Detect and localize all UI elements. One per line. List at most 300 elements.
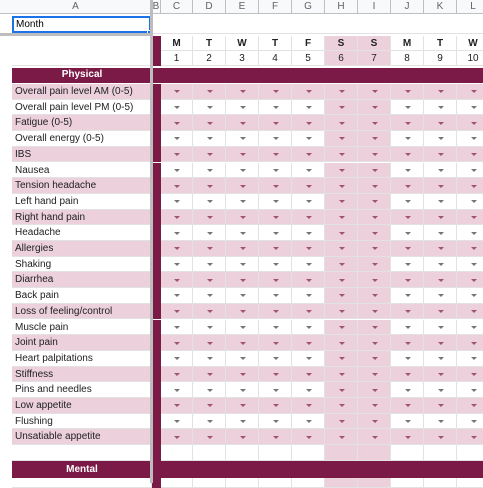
dropdown-cell[interactable] [391,272,424,288]
dropdown-cell[interactable] [193,335,226,351]
dropdown-cell[interactable] [424,178,457,194]
dropdown-cell[interactable] [193,225,226,241]
dropdown-cell[interactable] [325,304,358,320]
chevron-down-icon [207,153,213,156]
dropdown-cell[interactable] [226,272,259,288]
chevron-down-icon [273,373,279,376]
dropdown-cell[interactable] [391,257,424,273]
dropdown-cell[interactable] [292,414,325,430]
dropdown-cell[interactable] [325,351,358,367]
dropdown-cell[interactable] [161,288,193,304]
dropdown-cell[interactable] [325,84,358,100]
dropdown-cell[interactable] [358,100,391,116]
dropdown-cell[interactable] [292,194,325,210]
dropdown-cell[interactable] [292,335,325,351]
day-of-week-2: T [193,36,226,51]
dropdown-cell[interactable] [457,367,483,383]
dropdown-cell[interactable] [292,115,325,131]
dropdown-cell[interactable] [226,367,259,383]
column-header-a[interactable]: A [0,0,152,14]
dropdown-cell[interactable] [457,398,483,414]
symptom-label: Muscle pain [12,320,152,336]
dropdown-cell[interactable] [259,414,292,430]
dropdown-cell[interactable] [226,429,259,445]
dropdown-cell[interactable] [292,351,325,367]
dropdown-cell[interactable] [259,429,292,445]
dropdown-cell[interactable] [193,398,226,414]
dropdown-cell[interactable] [292,257,325,273]
dropdown-cell[interactable] [259,257,292,273]
dropdown-cell[interactable] [457,163,483,179]
column-header-g[interactable]: G [292,0,325,14]
frozen-column-divider[interactable] [150,0,153,483]
column-header-l[interactable]: L [457,0,483,14]
dropdown-cell[interactable] [457,225,483,241]
dropdown-cell[interactable] [391,351,424,367]
dropdown-cell[interactable] [259,178,292,194]
dropdown-cell[interactable] [161,163,193,179]
dropdown-cell[interactable] [457,100,483,116]
dropdown-cell[interactable] [161,414,193,430]
column-header-h[interactable]: H [325,0,358,14]
column-header-f[interactable]: F [259,0,292,14]
dropdown-cell[interactable] [259,351,292,367]
dropdown-cell[interactable] [292,272,325,288]
dropdown-cell[interactable] [457,429,483,445]
chevron-down-icon [405,137,411,140]
frozen-row-divider[interactable] [0,33,152,36]
dropdown-cell[interactable] [226,225,259,241]
column-header-k[interactable]: K [424,0,457,14]
dropdown-cell[interactable] [325,414,358,430]
dropdown-cell[interactable] [358,335,391,351]
chevron-down-icon [240,342,246,345]
column-header-d[interactable]: D [193,0,226,14]
dropdown-cell[interactable] [161,335,193,351]
dropdown-cell[interactable] [325,100,358,116]
dropdown-cell[interactable] [226,163,259,179]
dropdown-cell[interactable] [457,131,483,147]
dropdown-cell[interactable] [424,257,457,273]
dropdown-cell[interactable] [325,335,358,351]
dropdown-cell[interactable] [259,115,292,131]
dropdown-cell[interactable] [424,382,457,398]
dropdown-cell[interactable] [161,178,193,194]
dropdown-cell[interactable] [457,382,483,398]
chevron-down-icon [372,216,378,219]
dropdown-cell[interactable] [457,414,483,430]
dropdown-cell[interactable] [193,288,226,304]
dropdown-cell[interactable] [391,84,424,100]
chevron-down-icon [240,294,246,297]
dropdown-cell[interactable] [325,147,358,163]
month-cell-selected[interactable]: Month [12,16,151,33]
dropdown-cell[interactable] [424,84,457,100]
dropdown-cell[interactable] [457,115,483,131]
dropdown-cell[interactable] [391,320,424,336]
dropdown-cell[interactable] [457,178,483,194]
chevron-down-icon [207,436,213,439]
chevron-down-icon [306,106,312,109]
chevron-down-icon [372,279,378,282]
dropdown-cell[interactable] [358,194,391,210]
dropdown-cell[interactable] [424,335,457,351]
dropdown-cell[interactable] [161,304,193,320]
dropdown-cell[interactable] [259,84,292,100]
dropdown-cell[interactable] [259,210,292,226]
dropdown-cell[interactable] [358,304,391,320]
dropdown-cell[interactable] [226,194,259,210]
chevron-down-icon [405,389,411,392]
dropdown-cell[interactable] [259,367,292,383]
dropdown-cell[interactable] [358,288,391,304]
dropdown-cell[interactable] [193,272,226,288]
dropdown-cell[interactable] [292,147,325,163]
dropdown-cell[interactable] [358,131,391,147]
dropdown-cell[interactable] [358,210,391,226]
chevron-down-icon [240,122,246,125]
dropdown-cell[interactable] [391,194,424,210]
dropdown-cell[interactable] [226,382,259,398]
dropdown-cell[interactable] [161,147,193,163]
dropdown-cell[interactable] [424,398,457,414]
dropdown-cell[interactable] [358,163,391,179]
chevron-down-icon [405,263,411,266]
dropdown-cell[interactable] [193,257,226,273]
dropdown-cell[interactable] [193,84,226,100]
dropdown-cell[interactable] [259,398,292,414]
dropdown-cell[interactable] [193,194,226,210]
dropdown-cell[interactable] [193,131,226,147]
dropdown-cell[interactable] [193,100,226,116]
chevron-down-icon [174,106,180,109]
column-header-b[interactable]: B [152,1,160,12]
dropdown-cell[interactable] [193,367,226,383]
dropdown-cell[interactable] [292,241,325,257]
dropdown-cell[interactable] [457,272,483,288]
dropdown-cell[interactable] [226,320,259,336]
dropdown-cell[interactable] [424,147,457,163]
symptom-label: Shaking [12,257,152,273]
dropdown-cell[interactable] [358,320,391,336]
dropdown-cell[interactable] [358,367,391,383]
column-b-divider [152,210,161,226]
dropdown-cell[interactable] [226,241,259,257]
dropdown-cell[interactable] [457,84,483,100]
dropdown-cell[interactable] [161,382,193,398]
dropdown-cell[interactable] [424,210,457,226]
dropdown-cell[interactable] [325,429,358,445]
chevron-down-icon [405,404,411,407]
chevron-down-icon [207,200,213,203]
dropdown-cell[interactable] [424,241,457,257]
dropdown-cell[interactable] [226,115,259,131]
dropdown-cell[interactable] [226,131,259,147]
dropdown-cell[interactable] [292,225,325,241]
dropdown-cell[interactable] [391,429,424,445]
day-number-9: 9 [424,51,457,66]
chevron-down-icon [339,263,345,266]
dropdown-cell[interactable] [424,351,457,367]
chevron-down-icon [339,389,345,392]
dropdown-cell[interactable] [457,257,483,273]
dropdown-cell[interactable] [424,131,457,147]
chevron-down-icon [174,404,180,407]
blank-cell [259,445,292,461]
dropdown-cell[interactable] [259,335,292,351]
dropdown-cell[interactable] [292,131,325,147]
stub-cell [391,478,424,488]
chevron-down-icon [207,216,213,219]
dropdown-cell[interactable] [259,320,292,336]
dropdown-cell[interactable] [391,225,424,241]
dropdown-cell[interactable] [391,115,424,131]
dropdown-cell[interactable] [292,429,325,445]
dropdown-cell[interactable] [161,225,193,241]
dropdown-cell[interactable] [259,382,292,398]
dropdown-cell[interactable] [161,351,193,367]
dropdown-cell[interactable] [193,115,226,131]
dropdown-cell[interactable] [358,429,391,445]
dropdown-cell[interactable] [358,414,391,430]
dropdown-cell[interactable] [457,335,483,351]
dropdown-cell[interactable] [391,398,424,414]
chevron-down-icon [372,185,378,188]
dropdown-cell[interactable] [226,84,259,100]
dropdown-cell[interactable] [424,194,457,210]
column-header-e[interactable]: E [226,0,259,14]
dropdown-cell[interactable] [226,304,259,320]
dropdown-cell[interactable] [424,115,457,131]
column-header-i[interactable]: I [358,0,391,14]
dropdown-cell[interactable] [424,304,457,320]
dropdown-cell[interactable] [325,241,358,257]
dropdown-cell[interactable] [457,147,483,163]
chevron-down-icon [240,106,246,109]
dropdown-cell[interactable] [391,210,424,226]
dropdown-cell[interactable] [161,241,193,257]
dropdown-cell[interactable] [161,210,193,226]
chevron-down-icon [438,90,444,93]
chevron-down-icon [339,106,345,109]
dropdown-cell[interactable] [193,304,226,320]
dropdown-cell[interactable] [259,288,292,304]
dropdown-cell[interactable] [161,429,193,445]
chevron-down-icon [339,153,345,156]
dropdown-cell[interactable] [358,225,391,241]
dropdown-cell[interactable] [325,367,358,383]
dropdown-cell[interactable] [161,115,193,131]
dropdown-cell[interactable] [161,100,193,116]
chevron-down-icon [174,420,180,423]
chevron-down-icon [207,310,213,313]
dropdown-cell[interactable] [259,304,292,320]
dropdown-cell[interactable] [259,225,292,241]
dropdown-cell[interactable] [457,320,483,336]
dropdown-cell[interactable] [161,84,193,100]
chevron-down-icon [438,279,444,282]
dropdown-cell[interactable] [292,178,325,194]
dropdown-cell[interactable] [358,178,391,194]
dropdown-cell[interactable] [325,288,358,304]
dropdown-cell[interactable] [424,288,457,304]
dropdown-cell[interactable] [259,241,292,257]
dropdown-cell[interactable] [424,414,457,430]
dropdown-cell[interactable] [161,131,193,147]
dropdown-cell[interactable] [161,367,193,383]
dropdown-cell[interactable] [226,414,259,430]
dropdown-cell[interactable] [292,382,325,398]
dropdown-cell[interactable] [391,100,424,116]
dropdown-cell[interactable] [161,272,193,288]
chevron-down-icon [240,247,246,250]
dropdown-cell[interactable] [457,288,483,304]
dropdown-cell[interactable] [292,398,325,414]
dropdown-cell[interactable] [325,320,358,336]
day-of-week-8: M [391,36,424,51]
dropdown-cell[interactable] [193,163,226,179]
dropdown-cell[interactable] [226,288,259,304]
column-b-divider [152,147,161,163]
dropdown-cell[interactable] [193,382,226,398]
dropdown-cell[interactable] [193,429,226,445]
dropdown-cell[interactable] [325,272,358,288]
dropdown-cell[interactable] [193,210,226,226]
dropdown-cell[interactable] [292,367,325,383]
dropdown-cell[interactable] [193,320,226,336]
dropdown-cell[interactable] [325,225,358,241]
dropdown-cell[interactable] [259,272,292,288]
dropdown-cell[interactable] [226,147,259,163]
dropdown-cell[interactable] [391,163,424,179]
dropdown-cell[interactable] [424,429,457,445]
dropdown-cell[interactable] [424,272,457,288]
column-b-divider [152,445,161,461]
dropdown-cell[interactable] [325,194,358,210]
chevron-down-icon [306,310,312,313]
dropdown-cell[interactable] [226,210,259,226]
column-header-j[interactable]: J [391,0,424,14]
column-header-c[interactable]: C [161,0,193,14]
dropdown-cell[interactable] [325,115,358,131]
chevron-down-icon [372,263,378,266]
chevron-down-icon [240,420,246,423]
dropdown-cell[interactable] [358,257,391,273]
dropdown-cell[interactable] [193,414,226,430]
dropdown-cell[interactable] [457,194,483,210]
dropdown-cell[interactable] [391,335,424,351]
symptom-label: Allergies [12,241,152,257]
chevron-down-icon [174,389,180,392]
dropdown-cell[interactable] [193,178,226,194]
dropdown-cell[interactable] [457,351,483,367]
dropdown-cell[interactable] [325,398,358,414]
dropdown-cell[interactable] [226,398,259,414]
dropdown-cell[interactable] [358,84,391,100]
dropdown-cell[interactable] [391,304,424,320]
dropdown-cell[interactable] [226,351,259,367]
dropdown-cell[interactable] [424,225,457,241]
chevron-down-icon [174,247,180,250]
dropdown-cell[interactable] [292,100,325,116]
dropdown-cell[interactable] [457,304,483,320]
chevron-down-icon [372,373,378,376]
dropdown-cell[interactable] [226,257,259,273]
dropdown-cell[interactable] [193,147,226,163]
dropdown-cell[interactable] [391,414,424,430]
dropdown-cell[interactable] [424,100,457,116]
dropdown-cell[interactable] [325,210,358,226]
dropdown-cell[interactable] [391,241,424,257]
dropdown-cell[interactable] [292,288,325,304]
dropdown-cell[interactable] [259,194,292,210]
dropdown-cell[interactable] [391,367,424,383]
dropdown-cell[interactable] [259,100,292,116]
day-of-week-5: F [292,36,325,51]
chevron-down-icon [273,436,279,439]
dropdown-cell[interactable] [358,351,391,367]
chevron-down-icon [207,279,213,282]
chevron-down-icon [372,310,378,313]
dropdown-cell[interactable] [161,194,193,210]
dropdown-cell[interactable] [292,163,325,179]
dropdown-cell[interactable] [292,210,325,226]
dropdown-cell[interactable] [325,257,358,273]
chevron-down-icon [339,137,345,140]
dropdown-cell[interactable] [391,382,424,398]
dropdown-cell[interactable] [259,163,292,179]
dropdown-cell[interactable] [325,131,358,147]
dropdown-cell[interactable] [358,241,391,257]
dropdown-cell[interactable] [457,241,483,257]
dropdown-cell[interactable] [292,320,325,336]
dropdown-cell[interactable] [457,210,483,226]
dropdown-cell[interactable] [226,100,259,116]
dropdown-cell[interactable] [292,304,325,320]
dropdown-cell[interactable] [424,320,457,336]
dropdown-cell[interactable] [193,241,226,257]
dropdown-cell[interactable] [161,320,193,336]
dropdown-cell[interactable] [226,335,259,351]
dropdown-cell[interactable] [391,131,424,147]
dropdown-cell[interactable] [358,147,391,163]
dropdown-cell[interactable] [259,147,292,163]
dropdown-cell[interactable] [358,272,391,288]
dropdown-cell[interactable] [292,84,325,100]
chevron-down-icon [372,326,378,329]
dropdown-cell[interactable] [358,115,391,131]
dropdown-cell[interactable] [325,382,358,398]
dropdown-cell[interactable] [358,398,391,414]
dropdown-cell[interactable] [161,398,193,414]
dropdown-cell[interactable] [391,288,424,304]
dropdown-cell[interactable] [358,382,391,398]
dropdown-cell[interactable] [391,178,424,194]
chevron-down-icon [306,342,312,345]
chevron-down-icon [438,200,444,203]
dropdown-cell[interactable] [325,178,358,194]
dropdown-cell[interactable] [325,163,358,179]
dropdown-cell[interactable] [161,257,193,273]
dropdown-cell[interactable] [391,147,424,163]
dropdown-cell[interactable] [226,178,259,194]
chevron-down-icon [405,122,411,125]
dropdown-cell[interactable] [424,163,457,179]
dropdown-cell[interactable] [259,131,292,147]
chevron-down-icon [438,216,444,219]
dropdown-cell[interactable] [193,351,226,367]
dropdown-cell[interactable] [424,367,457,383]
